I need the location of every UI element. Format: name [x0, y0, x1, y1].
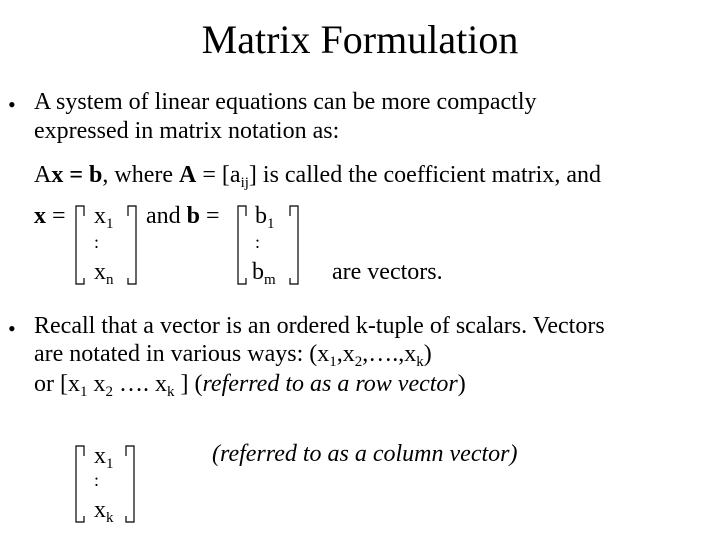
equals-sign: = — [63, 162, 90, 188]
where-text: , where — [102, 162, 180, 188]
b-vector-top-sub: 1 — [267, 216, 275, 232]
row-vector-note: referred to as a row vector — [202, 371, 458, 397]
tuple-sub-2: 2 — [354, 354, 363, 370]
x-label: x — [34, 203, 46, 229]
bullet-2-marker: • — [8, 316, 16, 341]
tuple-sub-1: 1 — [329, 354, 337, 370]
x-vector-right-bracket — [128, 206, 136, 284]
row-sub-1: 1 — [79, 384, 88, 400]
row-sep-2: …. x — [112, 371, 167, 397]
col-vector-bottom-sub: k — [106, 510, 114, 526]
col-vector-left-bracket — [76, 446, 84, 522]
b-vector-bottom-sub: m — [264, 272, 276, 288]
row-sub-2: 2 — [105, 384, 113, 400]
coefficient-open: = [a — [196, 162, 241, 188]
bullet-2-line-1: Recall that a vector is an ordered k-tuple of scalars. Vectors — [34, 313, 605, 339]
b-vector-top-var: b — [255, 203, 267, 229]
col-vector-top-var: x — [94, 443, 106, 469]
subscript-ij: ij — [240, 175, 249, 191]
tuple-open: are notated in various ways: (x — [34, 341, 330, 367]
x-equals: = — [46, 203, 66, 229]
row-open: or [x — [34, 371, 80, 397]
col-vector-top-sub: 1 — [106, 456, 114, 472]
tuple-sep-2: ,….,x — [362, 341, 417, 367]
x-vector-left-bracket — [76, 206, 84, 284]
row-sep-1: x — [87, 371, 106, 397]
and-text: and — [146, 203, 187, 229]
tuple-sep-1: ,x — [336, 341, 355, 367]
col-vector-right-bracket — [126, 446, 134, 522]
matrix-a-bold: A — [179, 162, 197, 188]
vector-x-symbol: x — [51, 162, 64, 188]
b-label: b — [186, 203, 201, 229]
row-sub-k: k — [166, 384, 175, 400]
row-close: ] ( — [174, 371, 203, 397]
x-vector-top-sub: 1 — [106, 216, 114, 232]
x-vector-bottom-sub: n — [106, 272, 114, 288]
bullet-1-line-1: A system of linear equations can be more compactly — [34, 89, 537, 115]
are-vectors-text: are vectors. — [332, 259, 443, 285]
x-vector-top-var: x — [94, 203, 106, 229]
bullet-1-marker: • — [8, 92, 16, 117]
x-vector-dots: : — [94, 232, 100, 252]
bullet-1-line-2: expressed in matrix notation as: — [34, 118, 340, 144]
matrix-a-symbol: A — [34, 162, 52, 188]
b-vector-dots: : — [255, 232, 261, 252]
tuple-sub-k: k — [416, 354, 424, 370]
col-vector-dots: : — [94, 470, 100, 490]
b-equals: = — [200, 203, 220, 229]
x-vector-bottom-var: x — [94, 259, 106, 285]
slide-title: Matrix Formulation — [201, 17, 519, 62]
b-vector-left-bracket — [238, 206, 246, 284]
b-vector-bottom-var: b — [252, 259, 264, 285]
row-note-close: ) — [457, 371, 466, 397]
column-vector-note: (referred to as a column vector) — [212, 441, 518, 467]
tuple-close: ) — [423, 341, 432, 367]
coefficient-description: ] is called the coefficient matrix, and — [248, 162, 601, 188]
b-vector-right-bracket — [290, 206, 298, 284]
vector-b-symbol: b — [89, 162, 103, 188]
col-vector-bottom-var: x — [94, 497, 106, 523]
